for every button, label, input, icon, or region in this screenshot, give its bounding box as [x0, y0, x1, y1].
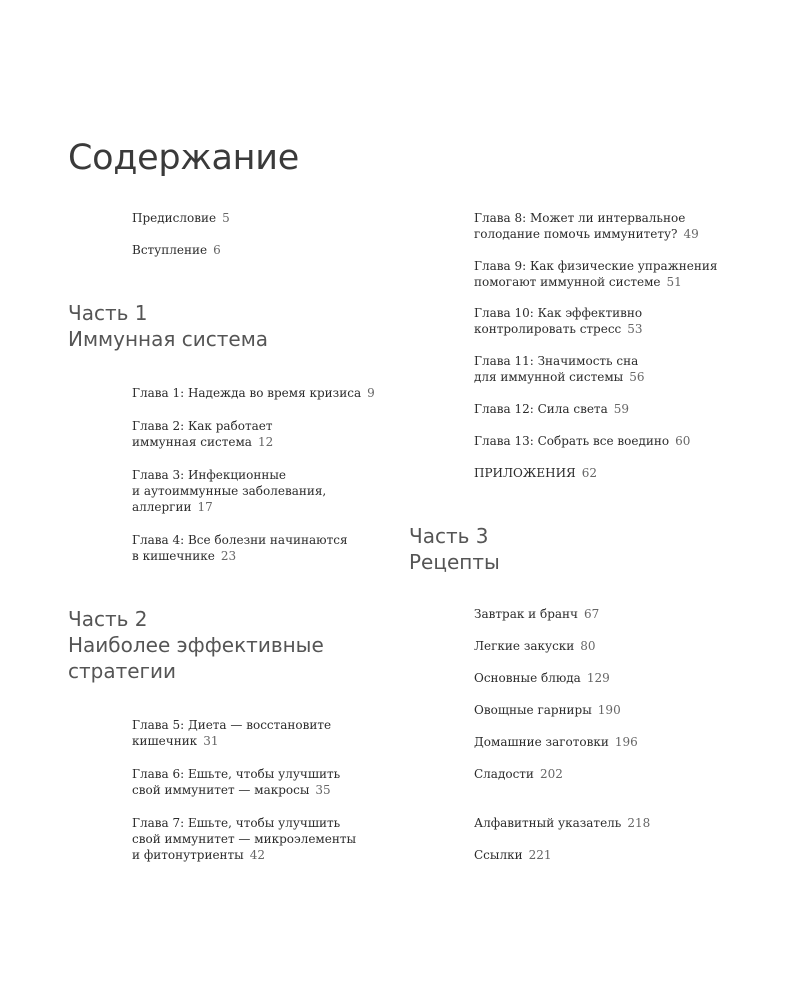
entry-title: Предисловие — [132, 211, 217, 225]
toc-entry-preface[interactable] — [132, 210, 230, 226]
entry-title-line: помогают иммунной системе — [474, 275, 661, 289]
entry-title-line: Глава 9: Как физические упражнения — [474, 259, 718, 273]
entry-title: Глава 12: Сила света — [474, 402, 608, 416]
toc-entry-recipes-breakfast[interactable] — [474, 606, 599, 622]
part-label: Часть 3 — [409, 524, 489, 548]
part-name: Рецепты — [409, 550, 500, 574]
entry-page: 80 — [580, 639, 596, 653]
entry-page: 5 — [222, 211, 230, 225]
page-title: Содержание — [68, 138, 299, 178]
entry-title-line: контролировать стресс — [474, 322, 622, 336]
entry-page: 190 — [597, 703, 621, 717]
part-3-heading — [409, 523, 500, 575]
entry-title-line: Глава 2: Как работает — [132, 419, 273, 433]
entry-title-line: Глава 7: Ешьте, чтобы улучшить — [132, 816, 341, 830]
toc-entry-chapter-11[interactable] — [474, 353, 645, 385]
toc-entry-appendices[interactable] — [474, 465, 597, 481]
entry-page: 221 — [528, 848, 552, 862]
toc-entry-chapter-10[interactable] — [474, 305, 643, 337]
toc-entry-references[interactable] — [474, 847, 551, 863]
toc-entry-chapter-8[interactable] — [474, 210, 699, 242]
toc-entry-recipes-sweets[interactable] — [474, 766, 563, 782]
entry-title: Овощные гарниры — [474, 703, 592, 717]
entry-page: 51 — [666, 275, 682, 289]
entry-page: 42 — [249, 848, 266, 862]
entry-title-line: Глава 11: Значимость сна — [474, 354, 639, 368]
toc-entry-recipes-mains[interactable] — [474, 670, 610, 686]
entry-page: 56 — [629, 370, 645, 384]
entry-page: 31 — [203, 734, 219, 748]
entry-page: 218 — [627, 816, 651, 830]
entry-page: 53 — [627, 322, 643, 336]
entry-title: Легкие закуски — [474, 639, 575, 653]
entry-title: Ссылки — [474, 848, 523, 862]
toc-entry-chapter-12[interactable] — [474, 401, 629, 417]
entry-title-line: аллергии — [132, 500, 192, 514]
entry-title-line: в кишечнике — [132, 549, 215, 563]
part-name: Иммунная система — [68, 327, 269, 351]
entry-page: 9 — [367, 386, 375, 400]
entry-title-line: иммунная система — [132, 435, 252, 449]
entry-title-line: свой иммунитет — микроэлементы — [132, 832, 357, 846]
entry-page: 62 — [581, 466, 597, 480]
entry-title-line: и аутоиммунные заболевания, — [132, 484, 327, 498]
entry-title-line: Глава 3: Инфекционные — [132, 468, 286, 482]
entry-page: 49 — [683, 227, 699, 241]
part-label: Часть 2 — [68, 607, 148, 631]
entry-title-line: Глава 10: Как эффективно — [474, 306, 643, 320]
entry-title-line: и фитонутриенты — [132, 848, 244, 862]
toc-entry-recipes-snacks[interactable] — [474, 638, 596, 654]
entry-title-line: кишечник — [132, 734, 198, 748]
entry-page: 129 — [586, 671, 610, 685]
entry-page: 35 — [315, 783, 331, 797]
toc-entry-chapter-3[interactable] — [132, 467, 326, 515]
entry-title: Глава 1: Надежда во время кризиса — [132, 386, 362, 400]
entry-title-line: Глава 8: Может ли интервальное — [474, 211, 686, 225]
entry-title-line: Глава 4: Все болезни начинаются — [132, 533, 348, 547]
entry-title-line: Глава 5: Диета — восстановите — [132, 718, 332, 732]
part-name: стратегии — [68, 659, 177, 683]
toc-entry-recipes-sides[interactable] — [474, 702, 621, 718]
toc-entry-chapter-7[interactable] — [132, 815, 356, 863]
entry-title: ПРИЛОЖЕНИЯ — [474, 466, 576, 480]
entry-title: Алфавитный указатель — [474, 816, 622, 830]
entry-page: 67 — [583, 607, 600, 621]
toc-entry-chapter-9[interactable] — [474, 258, 717, 290]
toc-entry-chapter-13[interactable] — [474, 433, 690, 449]
entry-title-line: Глава 6: Ешьте, чтобы улучшить — [132, 767, 341, 781]
toc-entry-recipes-preserves[interactable] — [474, 734, 638, 750]
toc-entry-chapter-6[interactable] — [132, 766, 340, 798]
part-label: Часть 1 — [68, 301, 148, 325]
entry-title: Основные блюда — [474, 671, 581, 685]
part-name: Наиболее эффективные — [68, 633, 324, 657]
entry-page: 12 — [257, 435, 274, 449]
entry-title: Сладости — [474, 767, 534, 781]
part-2-heading — [68, 606, 324, 684]
entry-page: 196 — [614, 735, 638, 749]
toc-entry-index[interactable] — [474, 815, 650, 831]
toc-entry-chapter-4[interactable] — [132, 532, 348, 564]
toc-entry-chapter-1[interactable] — [132, 385, 375, 401]
toc-entry-chapter-2[interactable] — [132, 418, 273, 450]
entry-page: 60 — [675, 434, 691, 448]
part-1-heading — [68, 300, 268, 352]
entry-title-line: для иммунной системы — [474, 370, 624, 384]
entry-title-line: голодание помочь иммунитету? — [474, 227, 678, 241]
entry-page: 59 — [613, 402, 629, 416]
entry-page: 23 — [220, 549, 237, 563]
entry-page: 202 — [539, 767, 563, 781]
entry-page: 6 — [213, 243, 221, 257]
entry-title: Завтрак и бранч — [474, 607, 578, 621]
toc-entry-chapter-5[interactable] — [132, 717, 331, 749]
entry-title: Вступление — [132, 243, 208, 257]
entry-title: Глава 13: Собрать все воедино — [474, 434, 670, 448]
entry-title: Домашние заготовки — [474, 735, 609, 749]
toc-entry-introduction[interactable] — [132, 242, 221, 258]
entry-page: 17 — [197, 500, 213, 514]
entry-title-line: свой иммунитет — макросы — [132, 783, 310, 797]
